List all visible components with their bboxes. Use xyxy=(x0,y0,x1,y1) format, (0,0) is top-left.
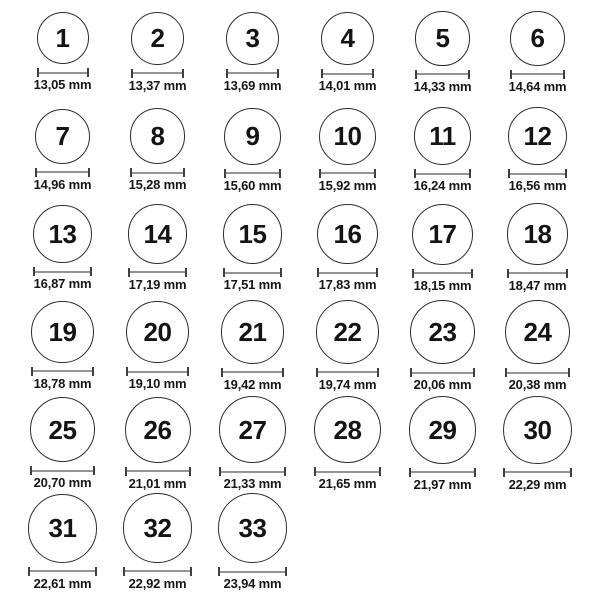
diameter-line xyxy=(123,567,192,576)
ring-size-item xyxy=(490,395,585,493)
ring-size-number: 4 xyxy=(340,23,355,54)
ring-circle xyxy=(415,11,469,65)
diameter-value: 14,33 mm xyxy=(413,78,472,94)
ring-size-number: 29 xyxy=(428,414,457,445)
diameter-line-bar xyxy=(39,72,87,74)
diameter-value: 14,64 mm xyxy=(508,78,567,94)
diameter-line-bar xyxy=(37,171,88,173)
ring-size-number: 23 xyxy=(428,316,457,347)
ring-size-number: 5 xyxy=(435,23,450,54)
ring-size-number: 18 xyxy=(523,219,552,250)
ring-size-number: 9 xyxy=(245,121,260,152)
ring-size-number: 12 xyxy=(523,121,552,152)
ring-size-item xyxy=(490,298,585,396)
ring-size-number: 25 xyxy=(48,414,77,445)
ring-size-number: 33 xyxy=(238,513,267,544)
diameter-line xyxy=(224,169,281,178)
diameter-line xyxy=(321,69,375,78)
diameter-line-tick xyxy=(279,169,281,178)
diameter-line-tick xyxy=(563,70,565,79)
diameter-line-tick xyxy=(90,267,92,276)
ring-size-number: 32 xyxy=(143,513,172,544)
diameter-value: 21,01 mm xyxy=(128,475,187,491)
ring-circle xyxy=(35,109,90,164)
diameter-line-bar xyxy=(226,172,279,174)
diameter-line xyxy=(508,169,566,178)
diameter-line xyxy=(410,368,474,377)
diameter-value: 20,70 mm xyxy=(33,475,92,491)
ring-circle xyxy=(28,494,97,563)
diameter-line xyxy=(30,466,95,475)
diameter-line-tick xyxy=(566,269,568,278)
diameter-line xyxy=(412,269,473,278)
ring-circle xyxy=(131,12,184,65)
diameter-line-tick xyxy=(473,368,475,377)
ring-size-number: 26 xyxy=(143,414,172,445)
diameter-line-tick xyxy=(182,69,184,78)
ring-circle xyxy=(316,300,380,364)
diameter-line-tick xyxy=(570,468,572,477)
ring-size-item xyxy=(205,4,300,102)
ring-circle xyxy=(226,12,279,65)
ring-size-item xyxy=(300,4,395,102)
diameter-value: 17,51 mm xyxy=(223,277,282,292)
ring-size-item xyxy=(300,395,395,493)
diameter-line xyxy=(125,467,191,476)
ring-size-item xyxy=(395,200,490,298)
ring-size-item xyxy=(110,395,205,493)
diameter-value: 13,05 mm xyxy=(33,77,92,93)
ring-circle xyxy=(510,11,565,66)
diameter-line xyxy=(131,69,184,78)
diameter-value: 14,01 mm xyxy=(318,78,377,94)
ring-size-item xyxy=(205,102,300,200)
diameter-line-bar xyxy=(412,372,472,374)
diameter-line-tick xyxy=(284,467,286,476)
diameter-value: 17,83 mm xyxy=(318,277,377,293)
diameter-value: 15,92 mm xyxy=(318,177,377,193)
diameter-line xyxy=(33,267,92,276)
diameter-line-tick xyxy=(376,268,378,277)
diameter-value: 19,10 mm xyxy=(128,376,187,392)
diameter-value: 16,56 mm xyxy=(508,178,567,194)
ring-size-item xyxy=(490,200,585,298)
diameter-line-bar xyxy=(316,471,379,473)
ring-size-item xyxy=(15,493,110,592)
diameter-line-tick xyxy=(189,467,191,476)
diameter-line-bar xyxy=(221,471,284,473)
diameter-line xyxy=(126,367,189,376)
ring-circle xyxy=(37,12,89,64)
ring-size-number: 19 xyxy=(48,316,77,347)
ring-circle xyxy=(319,108,376,165)
ring-size-item xyxy=(395,102,490,200)
diameter-line-bar xyxy=(225,272,281,274)
ring-circle xyxy=(128,204,187,263)
diameter-line-tick xyxy=(568,368,570,377)
ring-size-item xyxy=(15,200,110,298)
ring-size-number: 2 xyxy=(150,23,165,54)
diameter-line xyxy=(317,268,377,277)
diameter-line-tick xyxy=(88,168,90,177)
diameter-line xyxy=(314,467,381,476)
ring-size-number: 27 xyxy=(238,414,267,445)
ring-circle xyxy=(126,301,189,364)
diameter-line xyxy=(415,70,469,79)
diameter-line-bar xyxy=(417,73,467,75)
diameter-line-tick xyxy=(187,367,189,376)
diameter-line-tick xyxy=(372,69,374,78)
diameter-value: 18,15 mm xyxy=(413,277,472,293)
diameter-line xyxy=(510,70,565,79)
ring-size-item xyxy=(15,4,110,102)
ring-size-item xyxy=(110,200,205,298)
diameter-line xyxy=(37,68,89,77)
diameter-value: 21,97 mm xyxy=(413,476,472,492)
diameter-value: 23,94 mm xyxy=(223,576,282,592)
ring-size-item xyxy=(205,493,300,592)
ring-size-item xyxy=(15,298,110,396)
diameter-line xyxy=(223,268,283,277)
diameter-line-tick xyxy=(280,268,282,277)
diameter-line xyxy=(507,269,569,278)
diameter-line-tick xyxy=(474,468,476,477)
ring-circle xyxy=(31,301,93,363)
ring-size-item xyxy=(110,298,205,396)
diameter-line-bar xyxy=(127,470,189,472)
ring-size-number: 17 xyxy=(428,219,457,250)
ring-size-number: 31 xyxy=(48,513,77,544)
ring-circle xyxy=(412,204,473,265)
diameter-line-bar xyxy=(323,73,373,75)
diameter-line-bar xyxy=(414,272,471,274)
diameter-value: 19,74 mm xyxy=(318,376,377,392)
ring-size-number: 3 xyxy=(245,23,260,54)
diameter-value: 21,65 mm xyxy=(318,476,377,492)
ring-size-item xyxy=(110,493,205,592)
diameter-line-bar xyxy=(510,173,564,175)
diameter-line xyxy=(503,468,571,477)
ring-circle xyxy=(223,204,283,264)
ring-circle xyxy=(221,300,284,363)
diameter-value: 21,33 mm xyxy=(223,476,282,492)
diameter-line-bar xyxy=(319,272,375,274)
diameter-line-tick xyxy=(190,567,192,576)
ring-circle xyxy=(123,493,192,562)
diameter-line-tick xyxy=(95,567,97,576)
ring-circle xyxy=(219,396,286,463)
diameter-line xyxy=(319,169,376,178)
ring-size-item xyxy=(300,102,395,200)
diameter-line xyxy=(505,368,570,377)
ring-size-item xyxy=(205,395,300,493)
diameter-line-bar xyxy=(318,371,378,373)
ring-size-item xyxy=(490,102,585,200)
diameter-line-bar xyxy=(223,371,282,373)
diameter-line-tick xyxy=(87,68,89,77)
diameter-line-bar xyxy=(33,370,91,372)
ring-size-number: 20 xyxy=(143,316,172,347)
diameter-line-tick xyxy=(471,269,473,278)
ring-size-number: 21 xyxy=(238,316,267,347)
diameter-value: 13,37 mm xyxy=(128,77,187,93)
diameter-line-tick xyxy=(277,69,279,78)
ring-circle xyxy=(317,204,377,264)
diameter-value: 18,78 mm xyxy=(33,375,92,391)
diameter-line xyxy=(130,168,186,177)
ring-circle xyxy=(130,108,186,164)
ring-size-number: 28 xyxy=(333,414,362,445)
ring-size-item xyxy=(110,102,205,200)
diameter-line-tick xyxy=(377,368,379,377)
diameter-line-bar xyxy=(32,470,93,472)
ring-circle xyxy=(33,205,92,264)
diameter-line xyxy=(128,268,187,277)
diameter-line-tick xyxy=(185,268,187,277)
ring-circle xyxy=(218,493,288,563)
diameter-value: 15,60 mm xyxy=(223,177,282,193)
diameter-value: 16,87 mm xyxy=(33,276,92,292)
diameter-value: 22,61 mm xyxy=(33,575,92,591)
diameter-line xyxy=(219,467,286,476)
diameter-line-bar xyxy=(128,371,187,373)
diameter-line-bar xyxy=(416,173,470,175)
diameter-line xyxy=(218,567,288,576)
diameter-line-tick xyxy=(282,368,284,377)
diameter-line xyxy=(31,367,93,376)
diameter-line-tick xyxy=(469,169,471,178)
ring-size-item xyxy=(300,200,395,298)
ring-circle xyxy=(224,108,281,165)
diameter-line-bar xyxy=(220,571,286,573)
diameter-line-bar xyxy=(30,570,95,572)
ring-circle xyxy=(30,397,95,462)
diameter-value: 19,42 mm xyxy=(223,376,282,392)
diameter-value: 14,96 mm xyxy=(33,176,92,192)
diameter-value: 16,24 mm xyxy=(413,178,472,194)
ring-size-item xyxy=(15,395,110,493)
diameter-line xyxy=(226,69,279,78)
ring-size-item xyxy=(490,4,585,102)
ring-size-number: 30 xyxy=(523,414,552,445)
ring-size-number: 8 xyxy=(150,121,165,152)
diameter-line-tick xyxy=(374,169,376,178)
ring-size-item xyxy=(205,298,300,396)
diameter-line-bar xyxy=(512,73,563,75)
diameter-line xyxy=(28,567,97,576)
ring-size-item xyxy=(300,298,395,396)
ring-circle xyxy=(125,397,191,463)
ring-size-number: 13 xyxy=(48,219,77,250)
diameter-value: 13,69 mm xyxy=(223,77,282,93)
ring-circle xyxy=(409,396,477,464)
diameter-value: 18,47 mm xyxy=(508,277,567,293)
ring-circle xyxy=(414,107,472,165)
diameter-value: 22,92 mm xyxy=(128,575,187,591)
ring-circle xyxy=(508,107,566,165)
diameter-line xyxy=(414,169,472,178)
ring-circle xyxy=(410,300,474,364)
diameter-line-bar xyxy=(509,272,567,274)
ring-circle xyxy=(507,203,569,265)
ring-size-number: 16 xyxy=(333,219,362,250)
diameter-line xyxy=(409,468,477,477)
diameter-line xyxy=(35,168,90,177)
ring-size-number: 7 xyxy=(55,121,70,152)
ring-size-item xyxy=(395,298,490,396)
ring-size-number: 1 xyxy=(55,23,70,54)
diameter-line-tick xyxy=(183,168,185,177)
diameter-value: 15,28 mm xyxy=(128,177,187,193)
diameter-line-bar xyxy=(507,372,568,374)
diameter-line-bar xyxy=(505,471,569,473)
ring-size-number: 6 xyxy=(530,23,545,54)
ring-circle xyxy=(314,396,381,463)
diameter-line-tick xyxy=(468,70,470,79)
ring-size-number: 15 xyxy=(238,219,267,250)
diameter-line-bar xyxy=(35,271,90,273)
ring-size-number: 10 xyxy=(333,121,362,152)
diameter-line xyxy=(316,368,380,377)
diameter-line-tick xyxy=(379,467,381,476)
diameter-line-bar xyxy=(228,72,277,74)
diameter-value: 20,06 mm xyxy=(413,377,472,393)
ring-size-number: 14 xyxy=(143,219,172,250)
diameter-line-tick xyxy=(93,466,95,475)
ring-circle xyxy=(505,300,570,365)
diameter-line-tick xyxy=(92,367,94,376)
diameter-value: 17,19 mm xyxy=(128,276,187,292)
ring-size-item xyxy=(395,4,490,102)
ring-size-item xyxy=(395,395,490,493)
diameter-line-tick xyxy=(285,567,287,576)
ring-size-number: 22 xyxy=(333,316,362,347)
ring-size-item xyxy=(15,102,110,200)
diameter-line-bar xyxy=(411,471,475,473)
diameter-line-bar xyxy=(133,72,182,74)
ring-size-item xyxy=(110,4,205,102)
diameter-line-tick xyxy=(565,169,567,178)
ring-circle xyxy=(503,396,571,464)
ring-size-number: 24 xyxy=(523,316,552,347)
ring-size-item xyxy=(205,200,300,298)
ring-size-number: 11 xyxy=(429,121,456,152)
diameter-line-bar xyxy=(132,172,184,174)
diameter-value: 22,29 mm xyxy=(508,476,567,492)
diameter-line-bar xyxy=(321,172,374,174)
diameter-line-bar xyxy=(125,570,190,572)
ring-circle xyxy=(321,12,375,66)
diameter-line xyxy=(221,368,284,377)
diameter-value: 20,38 mm xyxy=(508,377,567,393)
diameter-line-bar xyxy=(130,271,185,273)
